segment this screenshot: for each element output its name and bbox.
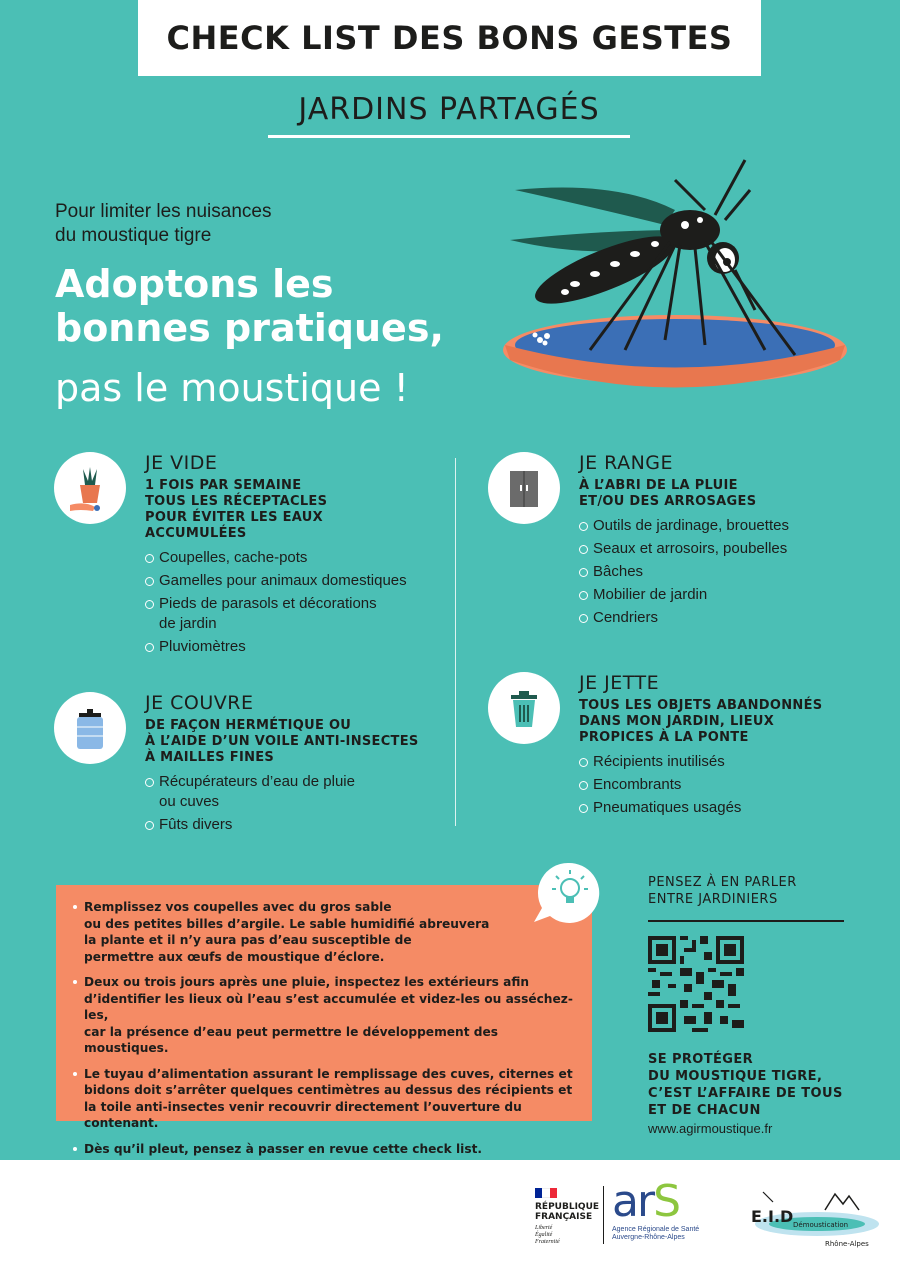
flag-icon xyxy=(535,1188,557,1198)
tip-line: d’identifier les lieux où l’eau s’est accumulée et videz-les ou asséchez-les, xyxy=(84,991,573,1022)
republique-francaise-logo xyxy=(535,1188,605,1246)
tip-line: ou des petites billes d’argile. Le sable humidifié abreuvera xyxy=(84,916,490,931)
eid-region: Rhône-Alpes xyxy=(825,1240,869,1248)
eid-wordmark: E.I.D xyxy=(751,1207,794,1226)
section-subtitle xyxy=(145,718,445,766)
footer xyxy=(0,1160,900,1273)
list-item: Pluviomètres xyxy=(145,637,445,657)
tip-item xyxy=(72,899,576,965)
protect-line: ET DE CHACUN xyxy=(648,1103,761,1118)
page-subtitle: JARDINS PARTAGÉS xyxy=(268,92,630,138)
aside xyxy=(648,874,848,1136)
list-item: Outils de jardinage, brouettes xyxy=(579,516,879,536)
list-item: Coupelles, cache-pots xyxy=(145,548,445,568)
tip-line: Le tuyau d’alimentation assurant le remplissage des cuves, citernes et xyxy=(84,1066,573,1081)
talk-line: PENSEZ À EN PARLER xyxy=(648,875,797,890)
section-title: JE RANGE xyxy=(579,452,674,474)
subtitle-line: ET/OU DES ARROSAGES xyxy=(579,494,757,509)
section-je-jette xyxy=(579,672,879,821)
plant-pot-icon xyxy=(54,452,126,524)
headline xyxy=(55,262,444,350)
website-link[interactable]: www.agirmoustique.fr xyxy=(648,1121,773,1136)
tip-line: la plante et il n’y aura pas d’eau susceptible de xyxy=(84,933,412,947)
title-box xyxy=(138,0,761,76)
logo-separator xyxy=(603,1186,604,1244)
subtitle-line: À L’AIDE D’UN VOILE ANTI-INSECTES xyxy=(145,734,419,749)
intro-line-1: Pour limiter les nuisances xyxy=(55,201,272,222)
subtitle-line: 1 FOIS PAR SEMAINE xyxy=(145,478,302,493)
list-item: Cendriers xyxy=(579,608,879,628)
protect-text xyxy=(648,1051,848,1119)
subtitle-line: TOUS LES RÉCEPTACLES xyxy=(145,494,328,509)
protect-line: C’EST L’AFFAIRE DE TOUS xyxy=(648,1086,843,1101)
section-je-range xyxy=(579,452,879,631)
talk-line: ENTRE JARDINIERS xyxy=(648,892,778,907)
ars-sub-line: Auvergne-Rhône-Alpes xyxy=(612,1234,685,1241)
list-item-text: de jardin xyxy=(159,615,217,632)
list-item: Pneumatiques usagés xyxy=(579,798,879,818)
tip-item xyxy=(72,1066,576,1132)
subtitle-line: DE FAÇON HERMÉTIQUE OU xyxy=(145,718,352,733)
list-item: Mobilier de jardin xyxy=(579,585,879,605)
subtitle-line: À MAILLES FINES xyxy=(145,750,275,765)
eid-subtitle: Démoustication xyxy=(793,1221,849,1229)
rf-motto xyxy=(535,1225,605,1246)
trash-bin-icon xyxy=(488,672,560,744)
list-item-text: Pieds de parasols et décorations xyxy=(159,595,377,612)
ars-letters: ar xyxy=(612,1176,654,1227)
list-item: Seaux et arrosoirs, poubelles xyxy=(579,539,879,559)
list-item: Fûts divers xyxy=(145,815,445,835)
motto-line: Liberté xyxy=(535,1225,553,1231)
eid-logo xyxy=(745,1182,880,1252)
subtitle-line: DANS MON JARDIN, LIEUX xyxy=(579,714,775,729)
section-title: JE COUVRE xyxy=(145,692,254,714)
subtitle-line: PROPICES À LA PONTE xyxy=(579,730,749,745)
intro-line-2: du moustique tigre xyxy=(55,225,212,246)
list-item: Récipients inutilisés xyxy=(579,752,879,772)
column-divider xyxy=(455,458,456,826)
ars-logo xyxy=(612,1176,722,1242)
rf-line: RÉPUBLIQUE xyxy=(535,1202,600,1212)
subtitle-line: POUR ÉVITER LES EAUX xyxy=(145,510,323,525)
section-je-couvre xyxy=(145,692,445,838)
subtitle-line: À L’ABRI DE LA PLUIE xyxy=(579,478,738,493)
ars-sub-line: Agence Régionale de Santé xyxy=(612,1226,700,1233)
lightbulb-icon xyxy=(528,858,606,928)
ars-letter-s: S xyxy=(653,1176,679,1227)
list-item xyxy=(145,594,445,634)
tip-line: bidons doit s’arrêter quelques centimètres au dessus des récipients et xyxy=(84,1083,573,1097)
tip-line: permettre aux œufs de moustique d’éclore. xyxy=(84,949,385,964)
tip-line: Dès qu’il pleut, pensez à passer en revue cette check list. xyxy=(84,1141,483,1156)
rf-name xyxy=(535,1202,605,1222)
cabinet-icon xyxy=(488,452,560,524)
tip-line: car la présence d’eau peut permettre le développement des moustiques. xyxy=(84,1024,499,1055)
rf-line: FRANÇAISE xyxy=(535,1212,593,1222)
section-title: JE VIDE xyxy=(145,452,218,474)
tip-line: la toile anti-insectes venir recouvrir directement l’ouverture du contenant. xyxy=(84,1099,522,1130)
list-item: Encombrants xyxy=(579,775,879,795)
tip-line: Deux ou trois jours après une pluie, inspectez les extérieurs afin xyxy=(84,975,530,989)
section-list xyxy=(579,516,879,628)
tips-box xyxy=(56,885,592,1156)
headline-line-3: pas le moustique ! xyxy=(55,366,409,410)
qr-code[interactable] xyxy=(648,936,744,1032)
section-je-vide xyxy=(145,452,445,660)
headline-line-2: bonnes pratiques, xyxy=(55,306,444,350)
page-title: CHECK LIST DES BONS GESTES xyxy=(166,19,733,57)
subtitle-line: ACCUMULÉES xyxy=(145,526,247,541)
list-item: Bâches xyxy=(579,562,879,582)
motto-line: Égalité xyxy=(535,1232,553,1238)
list-item-text: ou cuves xyxy=(159,793,220,810)
divider xyxy=(648,920,844,922)
section-subtitle xyxy=(579,478,879,510)
tip-item xyxy=(72,974,576,1057)
water-tank-icon xyxy=(54,692,126,764)
section-title: JE JETTE xyxy=(579,672,660,694)
protect-line: DU MOUSTIQUE TIGRE, xyxy=(648,1069,823,1084)
tips-list xyxy=(72,899,576,1157)
ars-wordmark xyxy=(612,1176,722,1227)
section-subtitle xyxy=(579,698,879,746)
headline-line-1: Adoptons les xyxy=(55,262,334,306)
ars-subtitle xyxy=(612,1226,722,1242)
list-item: Gamelles pour animaux domestiques xyxy=(145,571,445,591)
list-item-text: Récupérateurs d’eau de pluie xyxy=(159,773,355,790)
section-subtitle xyxy=(145,478,445,542)
section-list xyxy=(145,548,445,657)
protect-line: SE PROTÉGER xyxy=(648,1052,754,1067)
list-item xyxy=(145,772,445,812)
motto-line: Fraternité xyxy=(535,1239,560,1245)
mosquito-illustration xyxy=(495,150,865,420)
tip-item xyxy=(72,1141,576,1158)
section-list xyxy=(145,772,445,835)
subtitle-line: TOUS LES OBJETS ABANDONNÉS xyxy=(579,698,823,713)
section-list xyxy=(579,752,879,818)
tip-line: Remplissez vos coupelles avec du gros sable xyxy=(84,900,392,914)
talk-text xyxy=(648,874,848,908)
intro-text xyxy=(55,200,271,248)
